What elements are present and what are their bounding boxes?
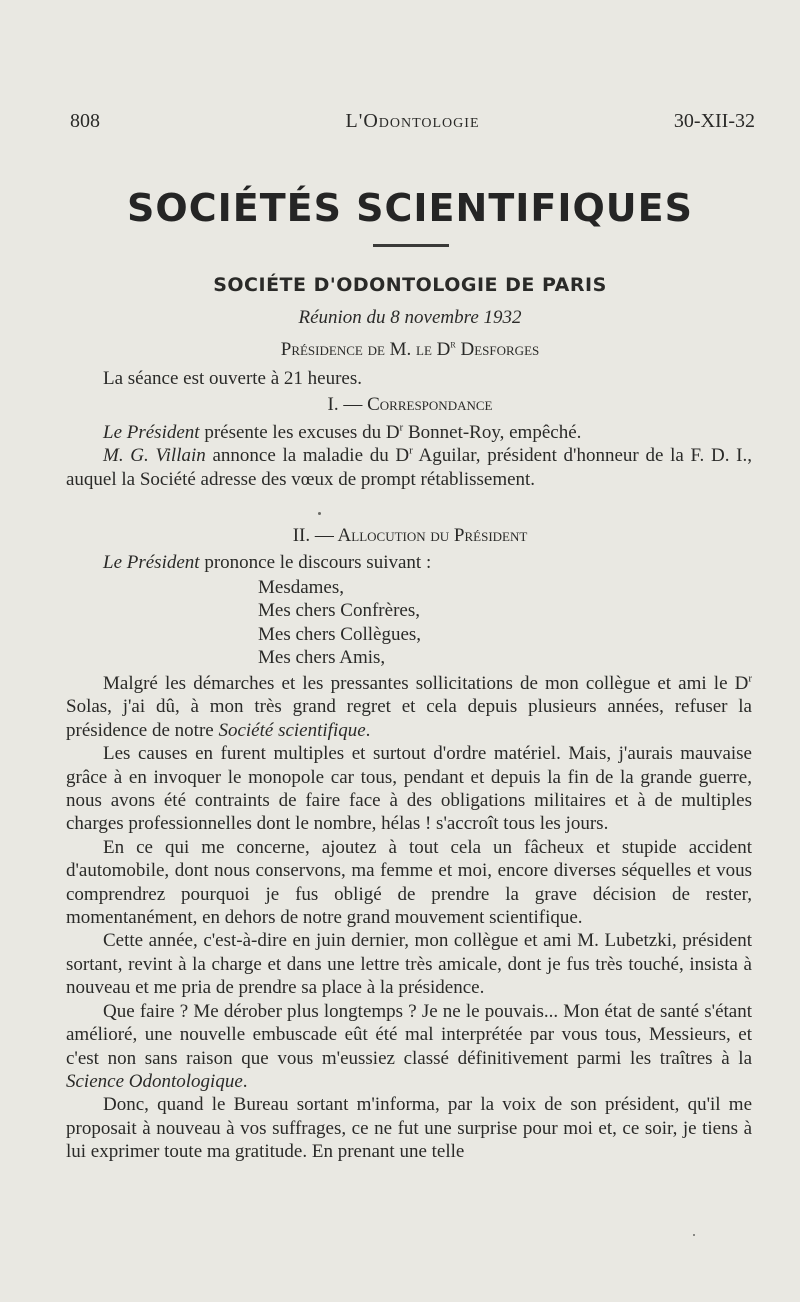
running-header — [70, 110, 755, 138]
opening-paragraph: La séance est ouverte à 21 heures. — [103, 368, 363, 389]
meeting-date: Réunion du 8 novembre 1932 — [298, 307, 522, 328]
paragraph-causes: Les causes en furent multiples et surtout d'ordre matériel. Mais, j'aurais mauvaise grâce à en invoquer le monopole car tous, pendant et depuis la fin de la grande guerre, nous avons été contraints de faire face à des obligations militaires et à de multiples charges professionnelles dont le nombre, hélas ! s'accroît tous les jours. — [66, 743, 752, 835]
paragraph-annee: Cette année, c'est-à-dire en juin dernier, mon collègue et ami M. Lubetzki, président sortant, revint à la charge et dans une lettre très amicale, dont je fus très touché, insista à nouveau et me pria de prendre sa place à la présidence. — [66, 930, 752, 999]
paragraph-malgre — [66, 672, 752, 742]
paragraph-maladie — [66, 444, 752, 491]
p8-text: Que faire ? Me dérober plus longtemps ? Je ne le pouvais... Mon état de santé s'étant amélioré, une nouvelle embuscade eût été mal interprétée par vous tous, Messieurs, et c'est non sans raison que vous m'eussiez classé définitivement parmi les traîtres à la — [66, 1000, 752, 1069]
p3-subject: Le Président — [103, 552, 200, 573]
main-title: SOCIÉTÉS SCIENTIFIQUES — [127, 186, 693, 230]
p3-text: prononce le discours suivant : — [199, 552, 432, 573]
salutation-line: Mes chers Confrères, — [258, 600, 420, 622]
journal-title: L'Odontologie — [345, 110, 480, 132]
print-speck — [318, 512, 321, 515]
print-speck — [693, 1234, 695, 1236]
salutation-line: Mes chers Collègues, — [258, 623, 422, 645]
paragraph-que-faire — [66, 1000, 752, 1094]
p4-text-a: Malgré les démarches et les pressantes sollicitations de mon collègue et ami le D — [103, 673, 749, 694]
page-number: 808 — [70, 110, 100, 132]
presidency-prefix: Présidence de M. le D — [280, 339, 451, 360]
presidency-name: Desforges — [455, 339, 540, 360]
p1-text-b: Bonnet-Roy, empêché. — [403, 422, 582, 443]
opening-block — [66, 367, 752, 390]
paragraph-excuses — [66, 421, 752, 444]
paragraph-donc: Donc, quand le Bureau sortant m'informa, par la voix de son président, qu'il me proposait à nouveau à vos suffrages, ce ne fut une surprise pour moi et, ce soir, je tiens à lui exprimer toute ma gratitude. En prenant une telle — [66, 1094, 752, 1163]
p2-sup: r — [409, 445, 413, 458]
p1-subject: Le Président — [103, 422, 200, 443]
p2-text-a: annonce la maladie du D — [205, 445, 410, 467]
discours-intro-block — [66, 551, 752, 574]
p1-sup: r — [399, 421, 404, 434]
paragraph-discours — [66, 551, 752, 574]
p8-italic: Science Odontologique — [66, 1070, 243, 1092]
speech-body — [66, 672, 752, 1164]
p2-subject: M. G. Villain — [103, 445, 206, 467]
presidency-line — [0, 339, 800, 361]
p4-sup: r — [748, 672, 752, 685]
p4-text-b: Solas, j'ai dû, à mon très grand regret et cela depuis plusieurs années, refuser la présidence de notre — [66, 696, 752, 741]
correspondance-block — [66, 421, 752, 491]
issue-date: 30-XII-32 — [673, 110, 755, 132]
paragraph-concerne: En ce qui me concerne, ajoutez à tout cela un fâcheux et stupide accident d'automobile, dont nous conservons, ma femme et moi, encore diverses séquelles et vous comprendrez pourquoi je fus obligé de prendre la grave décision de rester, momentanément, en dehors de notre grand mouvement scientifique. — [66, 836, 752, 929]
salutations — [258, 576, 421, 670]
p8-end: . — [242, 1070, 248, 1092]
salutation-line: Mesdames, — [258, 577, 345, 598]
section-title: SOCIÉTE D'ODONTOLOGIE DE PARIS — [213, 274, 607, 296]
salutation-line: Mes chers Amis, — [258, 647, 386, 669]
p4-text-c: . — [365, 719, 371, 741]
p4-italic: Société scientifique — [218, 719, 366, 741]
p2-text-b: Aguilar, président d'honneur de la F. D. I., auquel la Société adresse des vœux de prompt rétablissement. — [66, 445, 752, 490]
presidency-sup: r — [450, 338, 456, 351]
heading-allocution: II. — Allocution du Président — [292, 525, 528, 546]
p1-text-a: présente les excuses du D — [199, 422, 400, 443]
heading-correspondance: I. — Correspondance — [327, 394, 493, 415]
title-divider — [373, 244, 449, 247]
